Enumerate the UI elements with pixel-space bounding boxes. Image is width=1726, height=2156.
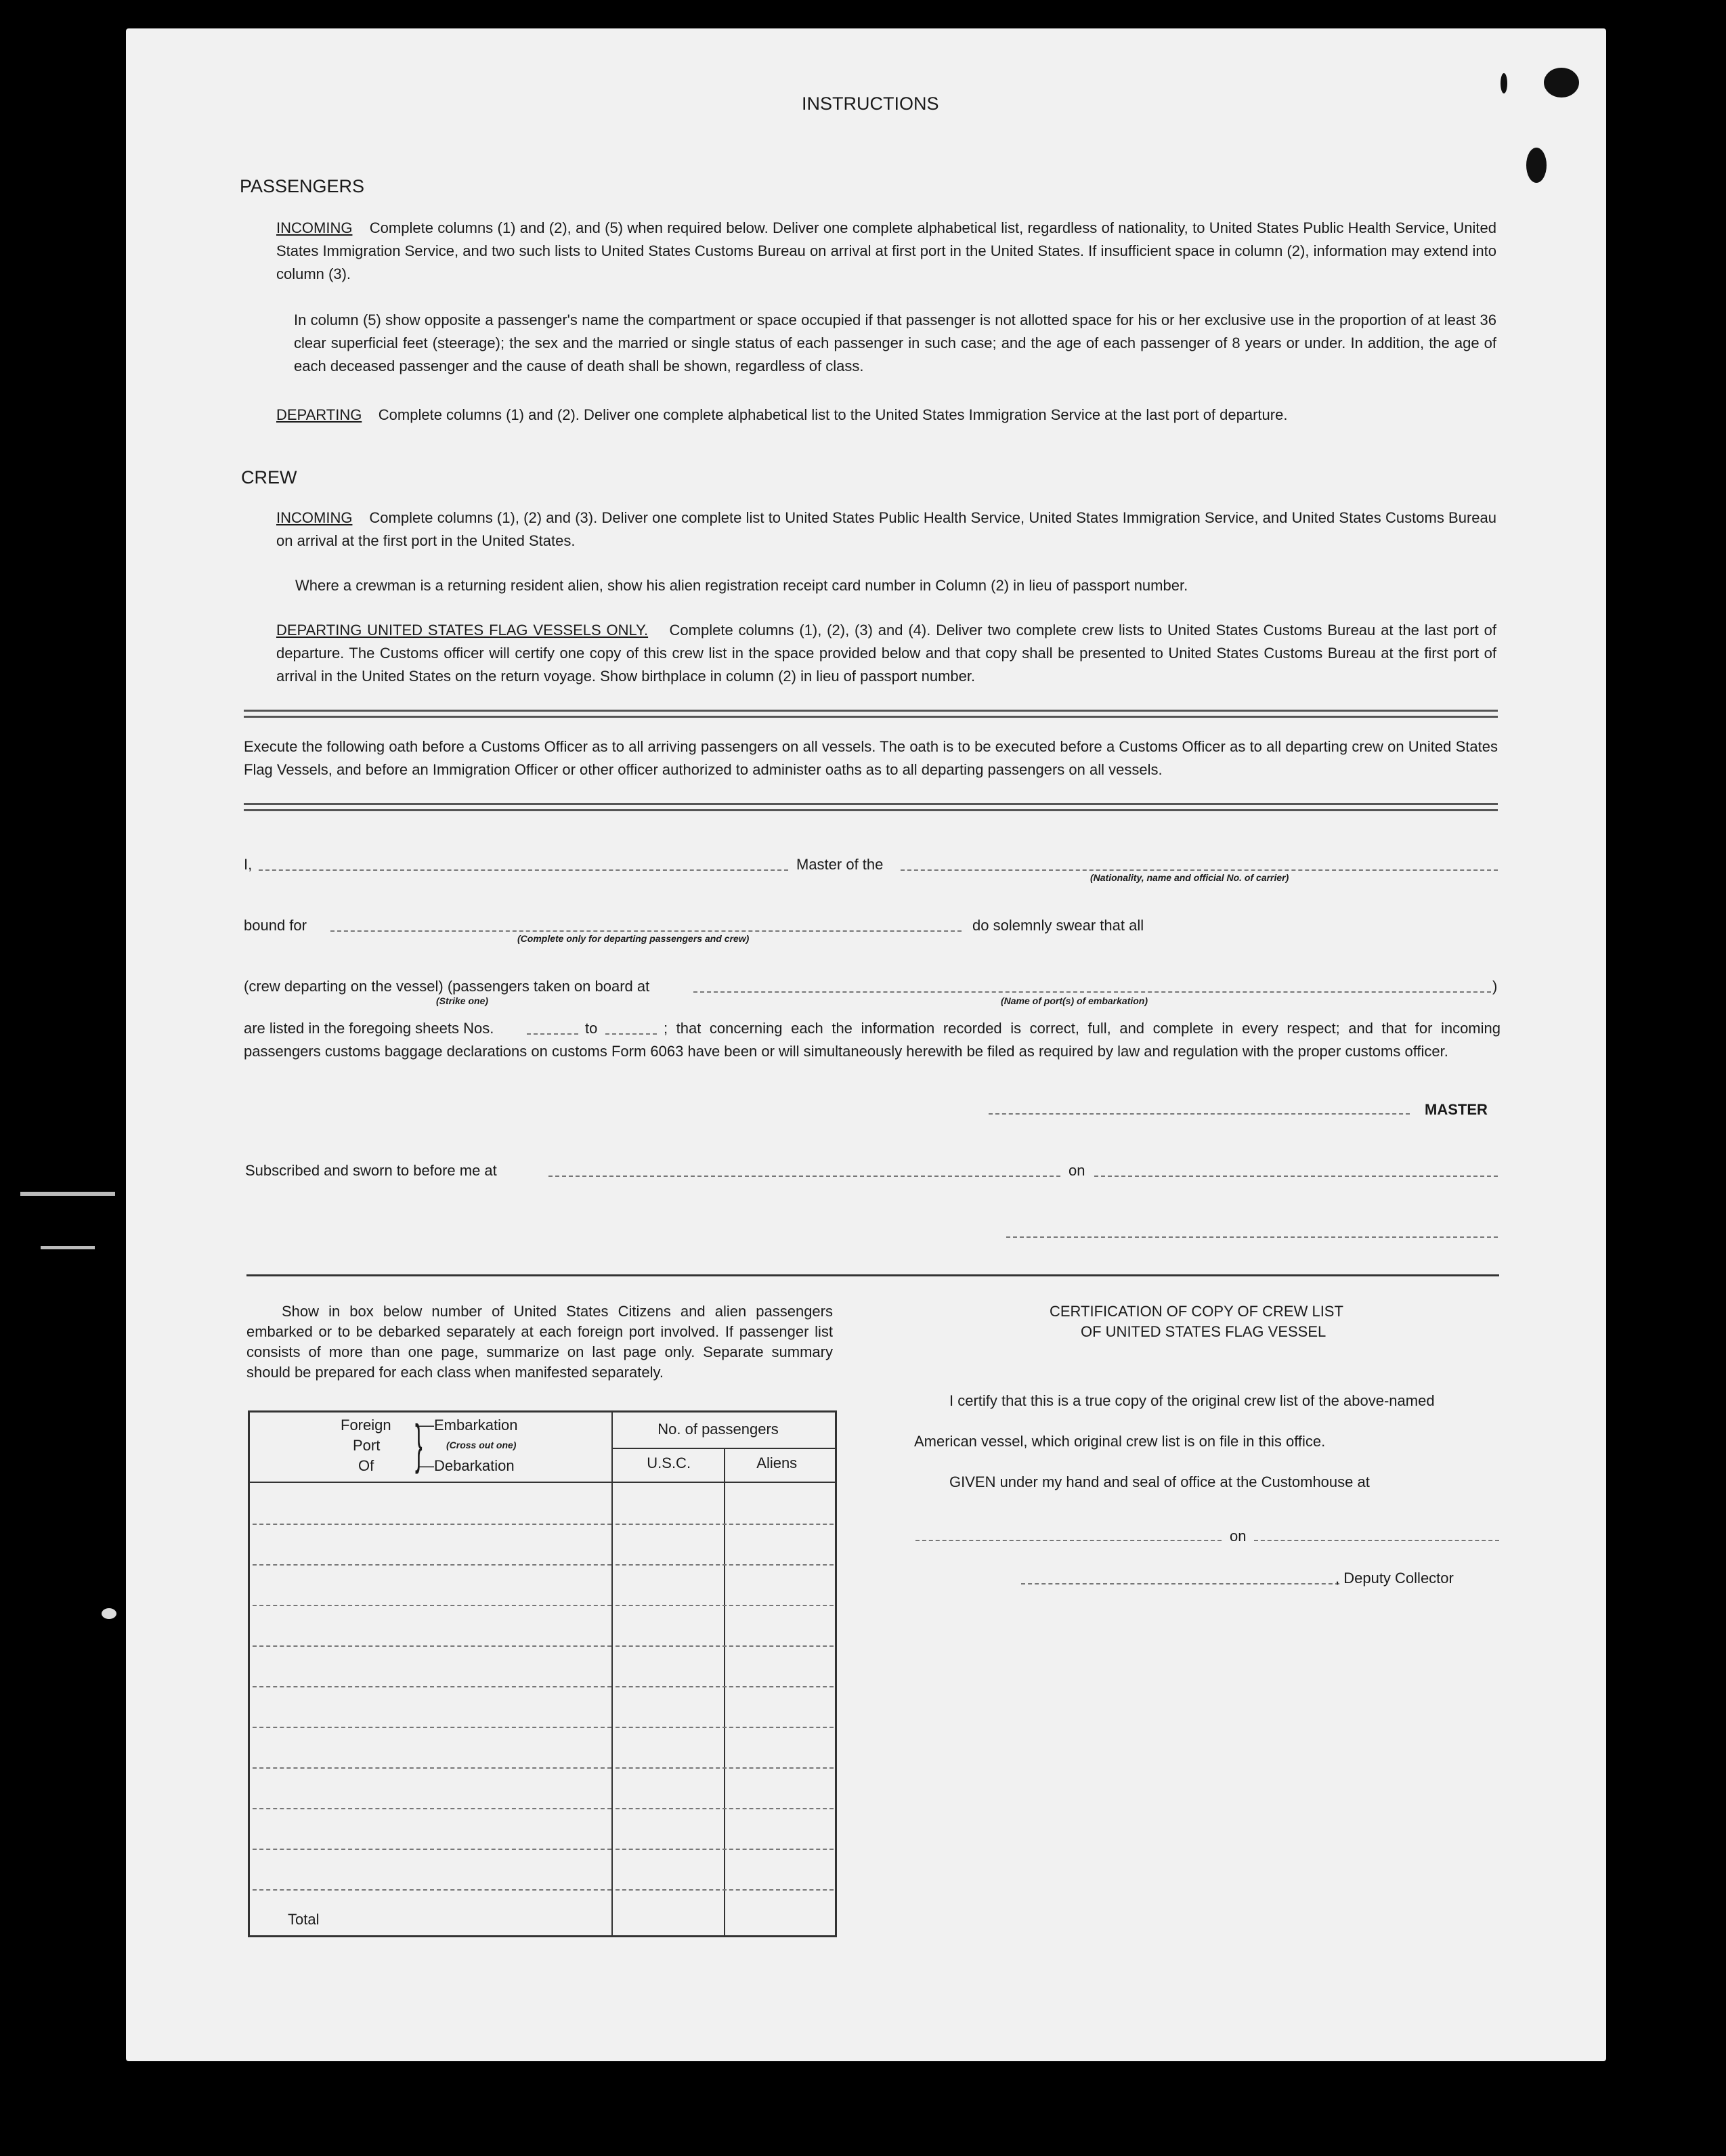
officer-signature-field[interactable] (1006, 1236, 1498, 1238)
of-label: Of (358, 1457, 374, 1474)
count-row[interactable] (616, 1727, 834, 1728)
crew-departing-label: (crew departing on the vessel) (passengers taken on board at (244, 978, 650, 995)
strike-one-hint: (Strike one) (436, 995, 489, 1006)
count-row[interactable] (616, 1564, 834, 1566)
edge-smudge (20, 1192, 115, 1196)
port-header-cell (249, 1412, 613, 1482)
embarkation-label: —Embarkation (419, 1417, 518, 1433)
master-label: MASTER (1425, 1101, 1488, 1118)
count-row[interactable] (616, 1524, 834, 1525)
column5-paragraph: In column (5) show opposite a passenger's name the compartment or space occupied if that passenger is not allotted space for his or her exclusive use in the proportion of at least 36 clear superficial feet (steerage); the sex and the married or single status of each passenger in such case; and the age of each passenger of 8 years or under. In addition, the age of each deceased passenger and the cause of death shall be shown, regardless of class. (294, 311, 1496, 374)
port-row[interactable] (253, 1605, 611, 1606)
ink-blot (1526, 148, 1547, 183)
debarkation-label: —Debarkation (419, 1457, 515, 1474)
certify-line-2: American vessel, which original crew list is on file in this office. (914, 1433, 1326, 1450)
sworn-place-field[interactable] (548, 1176, 1060, 1177)
passengers-header-cell (612, 1412, 836, 1482)
count-row[interactable] (616, 1686, 834, 1687)
count-row[interactable] (616, 1889, 834, 1891)
port-row[interactable] (253, 1686, 611, 1687)
port-row[interactable] (253, 1767, 611, 1769)
oath-i-label: I, (244, 856, 253, 873)
swear-label: do solemnly swear that all (972, 917, 1144, 934)
port-row[interactable] (253, 1645, 611, 1647)
resident-alien-paragraph: Where a crewman is a returning resident alien, show his alien registration receipt card number in Column (2) in lieu of passport number. (295, 577, 1188, 594)
embarkation-port-field[interactable] (693, 991, 1491, 993)
departing-text: Complete columns (1) and (2). Deliver one complete alphabetical list to the United States Immigration Service at the last port of departure. (378, 406, 1288, 423)
crew-incoming-label: INCOMING (276, 509, 353, 526)
oath-instruction: Execute the following oath before a Customs Officer as to all arriving passengers on all vessels. The oath is to be executed before a Customs Officer as to all departing crew on United States Flag Vessels, and before an Immigration Officer or other officer authorized to administer oaths as to all departing passengers on all vessels. (244, 738, 1498, 778)
crew-incoming-text: Complete columns (1), (2) and (3). Deliver one complete list to United States Public Health Service, United States Immigration Service, and United States Customs Bureau on arrival at the first port in the United States. (276, 509, 1496, 549)
passengers-heading: PASSENGERS (240, 176, 365, 196)
bound-for-field[interactable] (330, 930, 962, 932)
section-divider (244, 710, 1498, 718)
port-row[interactable] (253, 1564, 611, 1566)
listed-text: ; that concerning each the information recorded is correct, full, and complete in every respect; and that for incoming passengers customs baggage declarations on customs Form 6063 have been or will simultaneously herewith be filed as required by law and regulation with the proper customs officer. (244, 1020, 1501, 1060)
subscribed-label: Subscribed and sworn to before me at (245, 1162, 497, 1179)
to-label: to (585, 1020, 598, 1037)
bound-for-label: bound for (244, 917, 307, 934)
section-divider (244, 803, 1498, 811)
crew-heading: CREW (241, 467, 297, 488)
sworn-on-label: on (1069, 1162, 1085, 1179)
count-row[interactable] (616, 1605, 834, 1606)
cert-date-field[interactable] (1254, 1540, 1499, 1541)
port-hint: (Name of port(s) of embarkation) (1001, 995, 1148, 1006)
header-col-divider (724, 1448, 725, 1483)
passengers-incoming-paragraph (276, 217, 1496, 286)
flag-vessels-text: Complete columns (1), (2), (3) and (4). Deliver two complete crew lists to United States Customs Bureau at the last port of departure. The Customs officer will certify one copy of this crew list in the space provided below and that copy shall be presented to United States Customs Bureau at the first port of arrival in the United States on the return voyage. Show birthplace in column (2) in lieu of passport number. (276, 622, 1496, 685)
page-title: INSTRUCTIONS (802, 93, 939, 114)
passenger-summary-table (248, 1410, 837, 1937)
departing-label: DEPARTING (276, 406, 362, 423)
foreign-label: Foreign (341, 1417, 391, 1433)
incoming-text: Complete columns (1) and (2), and (5) when required below. Deliver one complete alphabetical list, regardless of nationality, to United States Public Health Service, United States Immigration Service, and two such lists to United States Customs Bureau on arrival at first port in the United States. If insufficient space in column (2), information may extend into column (3). (276, 219, 1496, 282)
carrier-field[interactable] (901, 869, 1498, 871)
bound-for-hint: (Complete only for departing passengers and crew) (517, 933, 750, 944)
port-row[interactable] (253, 1727, 611, 1728)
master-signature-field[interactable] (989, 1113, 1410, 1115)
usc-label: U.S.C. (647, 1454, 691, 1471)
certification-title-1: CERTIFICATION OF COPY OF CREW LIST (1050, 1303, 1343, 1320)
edge-smudge (41, 1246, 95, 1249)
count-row[interactable] (616, 1767, 834, 1769)
port-label: Port (353, 1437, 381, 1454)
count-row[interactable] (616, 1808, 834, 1809)
master-of-the-label: Master of the (796, 856, 884, 873)
deputy-signature-field[interactable] (1021, 1583, 1339, 1584)
section-divider (246, 1274, 1499, 1276)
ink-blot (1544, 68, 1579, 98)
port-row[interactable] (253, 1889, 611, 1891)
crew-incoming-paragraph (276, 506, 1496, 553)
cross-out-hint: (Cross out one) (446, 1440, 517, 1450)
counts-col-divider (724, 1483, 725, 1937)
flag-vessels-label: DEPARTING UNITED STATES FLAG VESSELS ONLY. (276, 622, 649, 639)
no-passengers-label: No. of passengers (657, 1421, 779, 1438)
customhouse-field[interactable] (915, 1540, 1222, 1541)
count-row[interactable] (616, 1645, 834, 1647)
port-row[interactable] (253, 1524, 611, 1525)
certify-line-1: I certify that this is a true copy of the original crew list of the above-named (949, 1392, 1435, 1409)
cert-on-label: on (1230, 1528, 1247, 1545)
brace-icon: } (415, 1414, 423, 1474)
incoming-label: INCOMING (276, 219, 353, 236)
port-row[interactable] (253, 1849, 611, 1850)
carrier-hint: (Nationality, name and official No. of carrier) (1090, 872, 1289, 883)
counts-column (612, 1482, 836, 1937)
sworn-date-field[interactable] (1094, 1176, 1498, 1177)
flag-vessels-paragraph (276, 619, 1496, 688)
punch-mark (102, 1608, 116, 1619)
certification-title-2: OF UNITED STATES FLAG VESSEL (1081, 1323, 1326, 1340)
master-name-field[interactable] (259, 869, 788, 871)
listed-continued (244, 1017, 1501, 1063)
passengers-departing-paragraph (276, 404, 1496, 427)
listed-label: are listed in the foregoing sheets Nos. (244, 1020, 494, 1037)
port-row[interactable] (253, 1808, 611, 1809)
summary-instruction: Show in box below number of United States Citizens and alien passengers embarked or to be debarked separately at each foreign port involved. If passenger list consists of more than one page, summarize on last page only. Separate summary should be prepared for each class when manifested separately. (246, 1303, 833, 1381)
deputy-collector-label: , Deputy Collector (1335, 1570, 1454, 1587)
total-label: Total (288, 1910, 320, 1928)
close-paren: ) (1492, 978, 1498, 995)
aliens-label: Aliens (756, 1454, 798, 1471)
given-line: GIVEN under my hand and seal of office at the Customhouse at (949, 1473, 1370, 1490)
ink-blot (1501, 73, 1507, 93)
count-row[interactable] (616, 1849, 834, 1850)
port-column (249, 1482, 613, 1937)
